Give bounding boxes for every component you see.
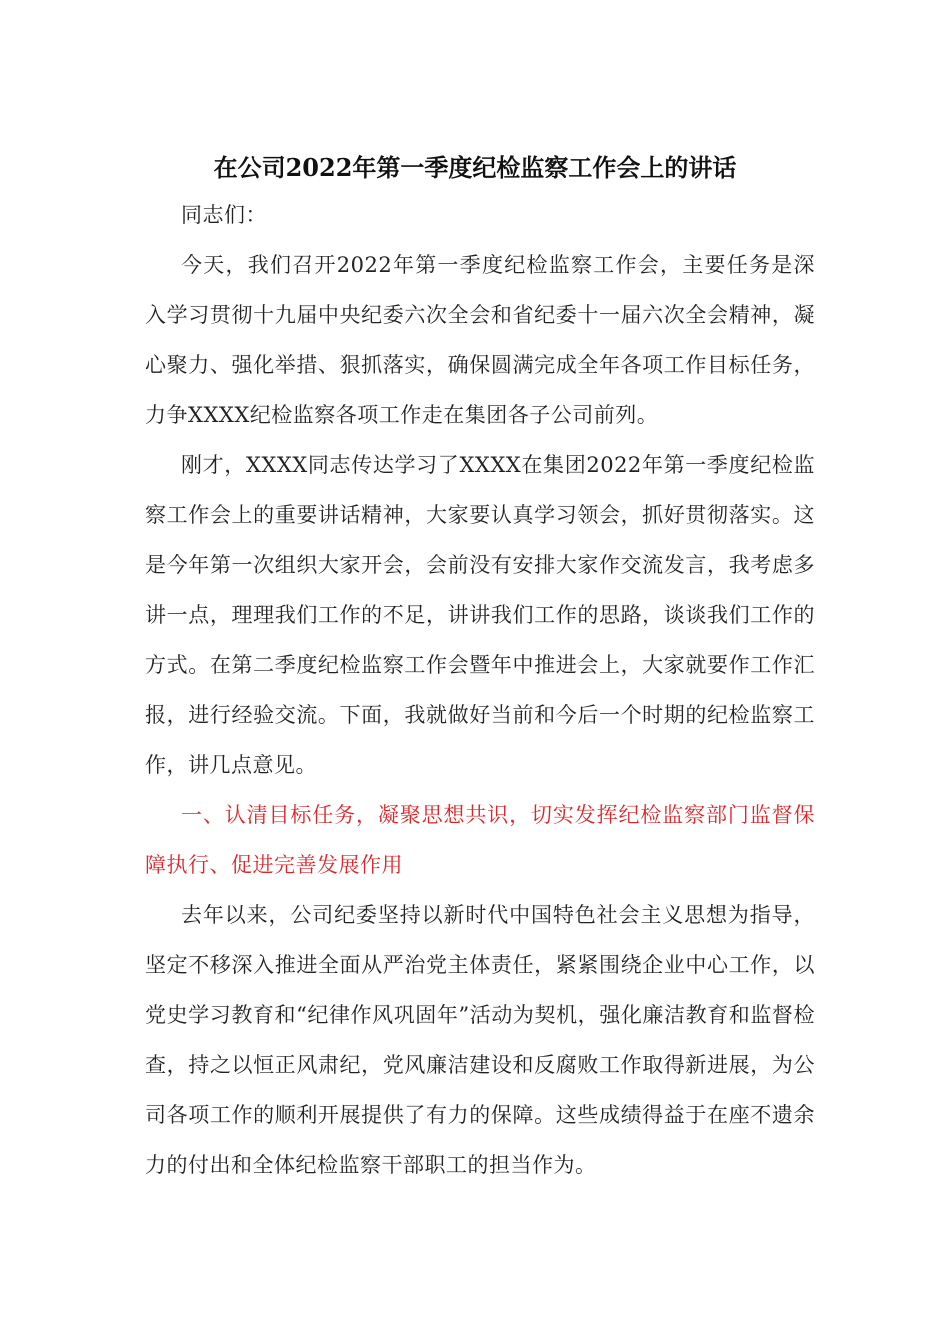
paragraph-remarks: 刚才，XXXX同志传达学习了XXXX在集团2022年第一季度纪检监察工作会上的重要讲话精神，大家要认真学习领会，抓好贯彻落实。这是今年第一次组织大家开会，会前没有安排大家作交流发言，我考虑多讲一点，理理我们工作的不足，讲讲我们工作的思路，谈谈我们工作的方式。在第二季度纪检监察工作会暨年中推进会上，大家就要作工作汇报，进行经验交流。下面，我就做好当前和今后一个时期的纪检监察工作，讲几点意见。 [145, 453, 815, 777]
paragraph-opening: 今天，我们召开2022年第一季度纪检监察工作会，主要任务是深入学习贯彻十九届中央纪委六次全会和省纪委十一届六次全会精神，凝心聚力、强化举措、狠抓落实，确保圆满完成全年各项工作目标任务，力争XXXX纪检监察各项工作走在集团各子公司前列。 [145, 253, 815, 427]
salutation: 同志们： [181, 203, 267, 227]
section-heading: 一、认清目标任务，凝聚思想共识，切实发挥纪检监察部门监督保障执行、促进完善发展作用 [145, 803, 815, 877]
document-title: 在公司2022年第一季度纪检监察工作会上的讲话 [213, 153, 737, 182]
document-body [145, 190, 815, 1190]
section-paragraph: 去年以来，公司纪委坚持以新时代中国特色社会主义思想为指导，坚定不移深入推进全面从严治党主体责任，紧紧围绕企业中心工作，以党史学习教育和“纪律作风巩固年”活动为契机，强化廉洁教育和监督检查，持之以恒正风肃纪，党风廉洁建设和反腐败工作取得新进展，为公司各项工作的顺利开展提供了有力的保障。这些成绩得益于在座不遗余力的付出和全体纪检监察干部职工的担当作为。 [145, 903, 815, 1177]
